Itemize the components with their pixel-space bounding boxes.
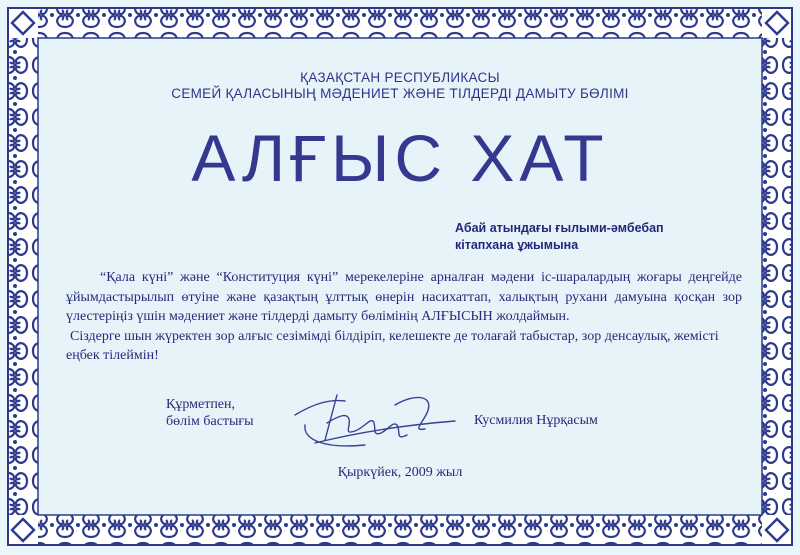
signer-name: Кусмилия Нұрқасым	[474, 413, 598, 428]
body-paragraph-2: Сіздерге шын жүректен зор алғыс сезімімді білдіріп, келешекте де толағай табыстар, зор денсаулық, жемісті еңбек тілеймін!	[66, 328, 719, 363]
letter-body	[66, 268, 742, 366]
header-department: СЕМЕЙ ҚАЛАСЫНЫҢ МӘДЕНИЕТ ЖӘНЕ ТІЛДЕРДІ ДАМЫТУ БӨЛІМІ	[171, 86, 629, 101]
recipient	[455, 220, 695, 254]
recipient-line1: Абай атындағы ғылыми-әмбебап	[455, 221, 664, 235]
signer-position	[166, 396, 254, 430]
signoff-respect: Құрметпен,	[166, 397, 236, 412]
header-country: ҚАЗАҚСТАН РЕСПУБЛИКАСЫ	[300, 70, 500, 85]
issue-date: Қыркүйек, 2009 жыл	[337, 465, 463, 480]
handwritten-signature	[285, 385, 465, 455]
body-paragraph-1: “Қала күні” және “Конституция күні” мерекелеріне арналған мәдени іс-шаралардың жоғары деңгейде ұйымдастырылып өтуіне және қазақтың ұлттық өнерін насихаттап, халықтың рухани дамуына қосқан зор үлестеріңіз үшін мәдениет және тілдерді дамыту бөлімінің АЛҒЫСЫН жолдаймын.	[66, 270, 742, 324]
recipient-line2: кітапхана ұжымына	[455, 238, 579, 252]
certificate-title: АЛҒЫС ХАТ	[191, 121, 609, 195]
signoff-position: бөлім бастығы	[166, 414, 254, 429]
